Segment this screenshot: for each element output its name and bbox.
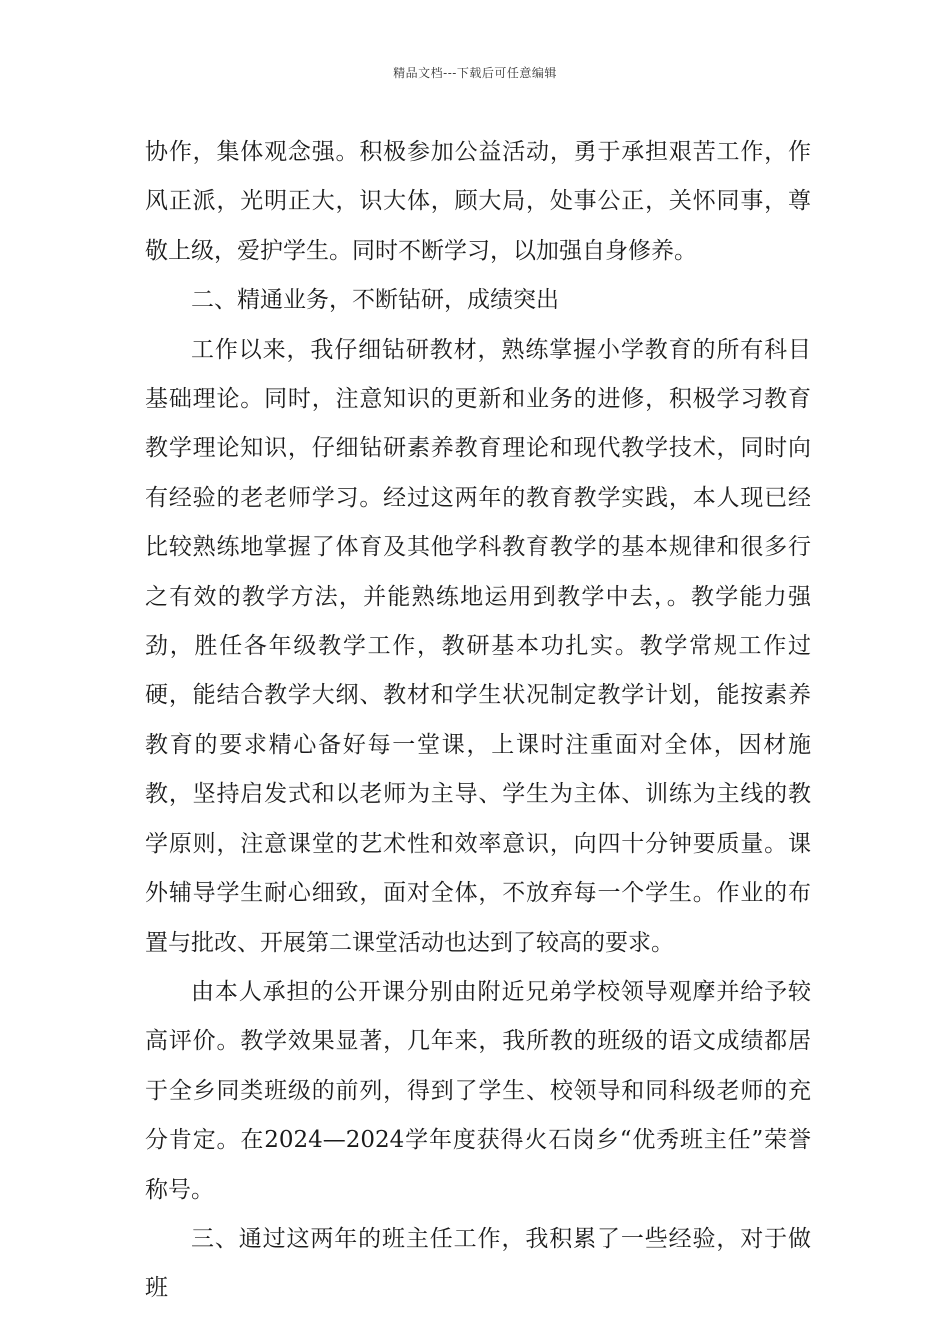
document-body [145,128,811,1314]
paragraph-work-experience: 工作以来，我仔细钻研教材，熟练掌握小学教育的所有科目基础理论。同时，注意知识的更新和业务的进修，积极学习教育教学理论知识，仔细钻研素养教育理论和现代教学技术，同时向有经验的老老师学习。经过这两年的教育教学实践，本人现已经比较熟练地掌握了体育及其他学科教育教学的基本规律和很多行之有效的教学方法，并能熟练地运用到教学中去，。教学能力强劲，胜任各年级教学工作，教研基本功扎实。教学常规工作过硬，能结合教学大纲、教材和学生状况制定教学计划，能按素养教育的要求精心备好每一堂课，上课时注重面对全体，因材施教，坚持启发式和以老师为主导、学生为主体、训练为主线的教学原则，注意课堂的艺术性和效率意识，向四十分钟要质量。课外辅导学生耐心细致，面对全体，不放弃每一个学生。作业的布置与批改、开展第二课堂活动也达到了较高的要求。 [145,336,811,956]
paragraph-continuation: 协作，集体观念强。积极参加公益活动，勇于承担艰苦工作，作风正派，光明正大，识大体，顾大局，处事公正，关怀同事，尊敬上级，爱护学生。同时不断学习，以加强自身修养。 [145,139,811,264]
section-heading-three: 三、通过这两年的班主任工作，我积累了一些经验，对于做班 [145,1225,811,1302]
page-header: 精品文档---下载后可任意编辑 [393,66,557,80]
paragraph-open-class: 由本人承担的公开课分别由附近兄弟学校领导观摩并给予较高评价。教学效果显著，几年来，我所教的班级的语文成绩都居于全乡同类班级的前列，得到了学生、校领导和同科级老师的充分肯定。在2024—2024学年度获得火石岗乡“优秀班主任”荣誉称号。 [145,978,811,1203]
section-heading-two: 二、精通业务，不断钻研，成绩突出 [191,287,559,314]
